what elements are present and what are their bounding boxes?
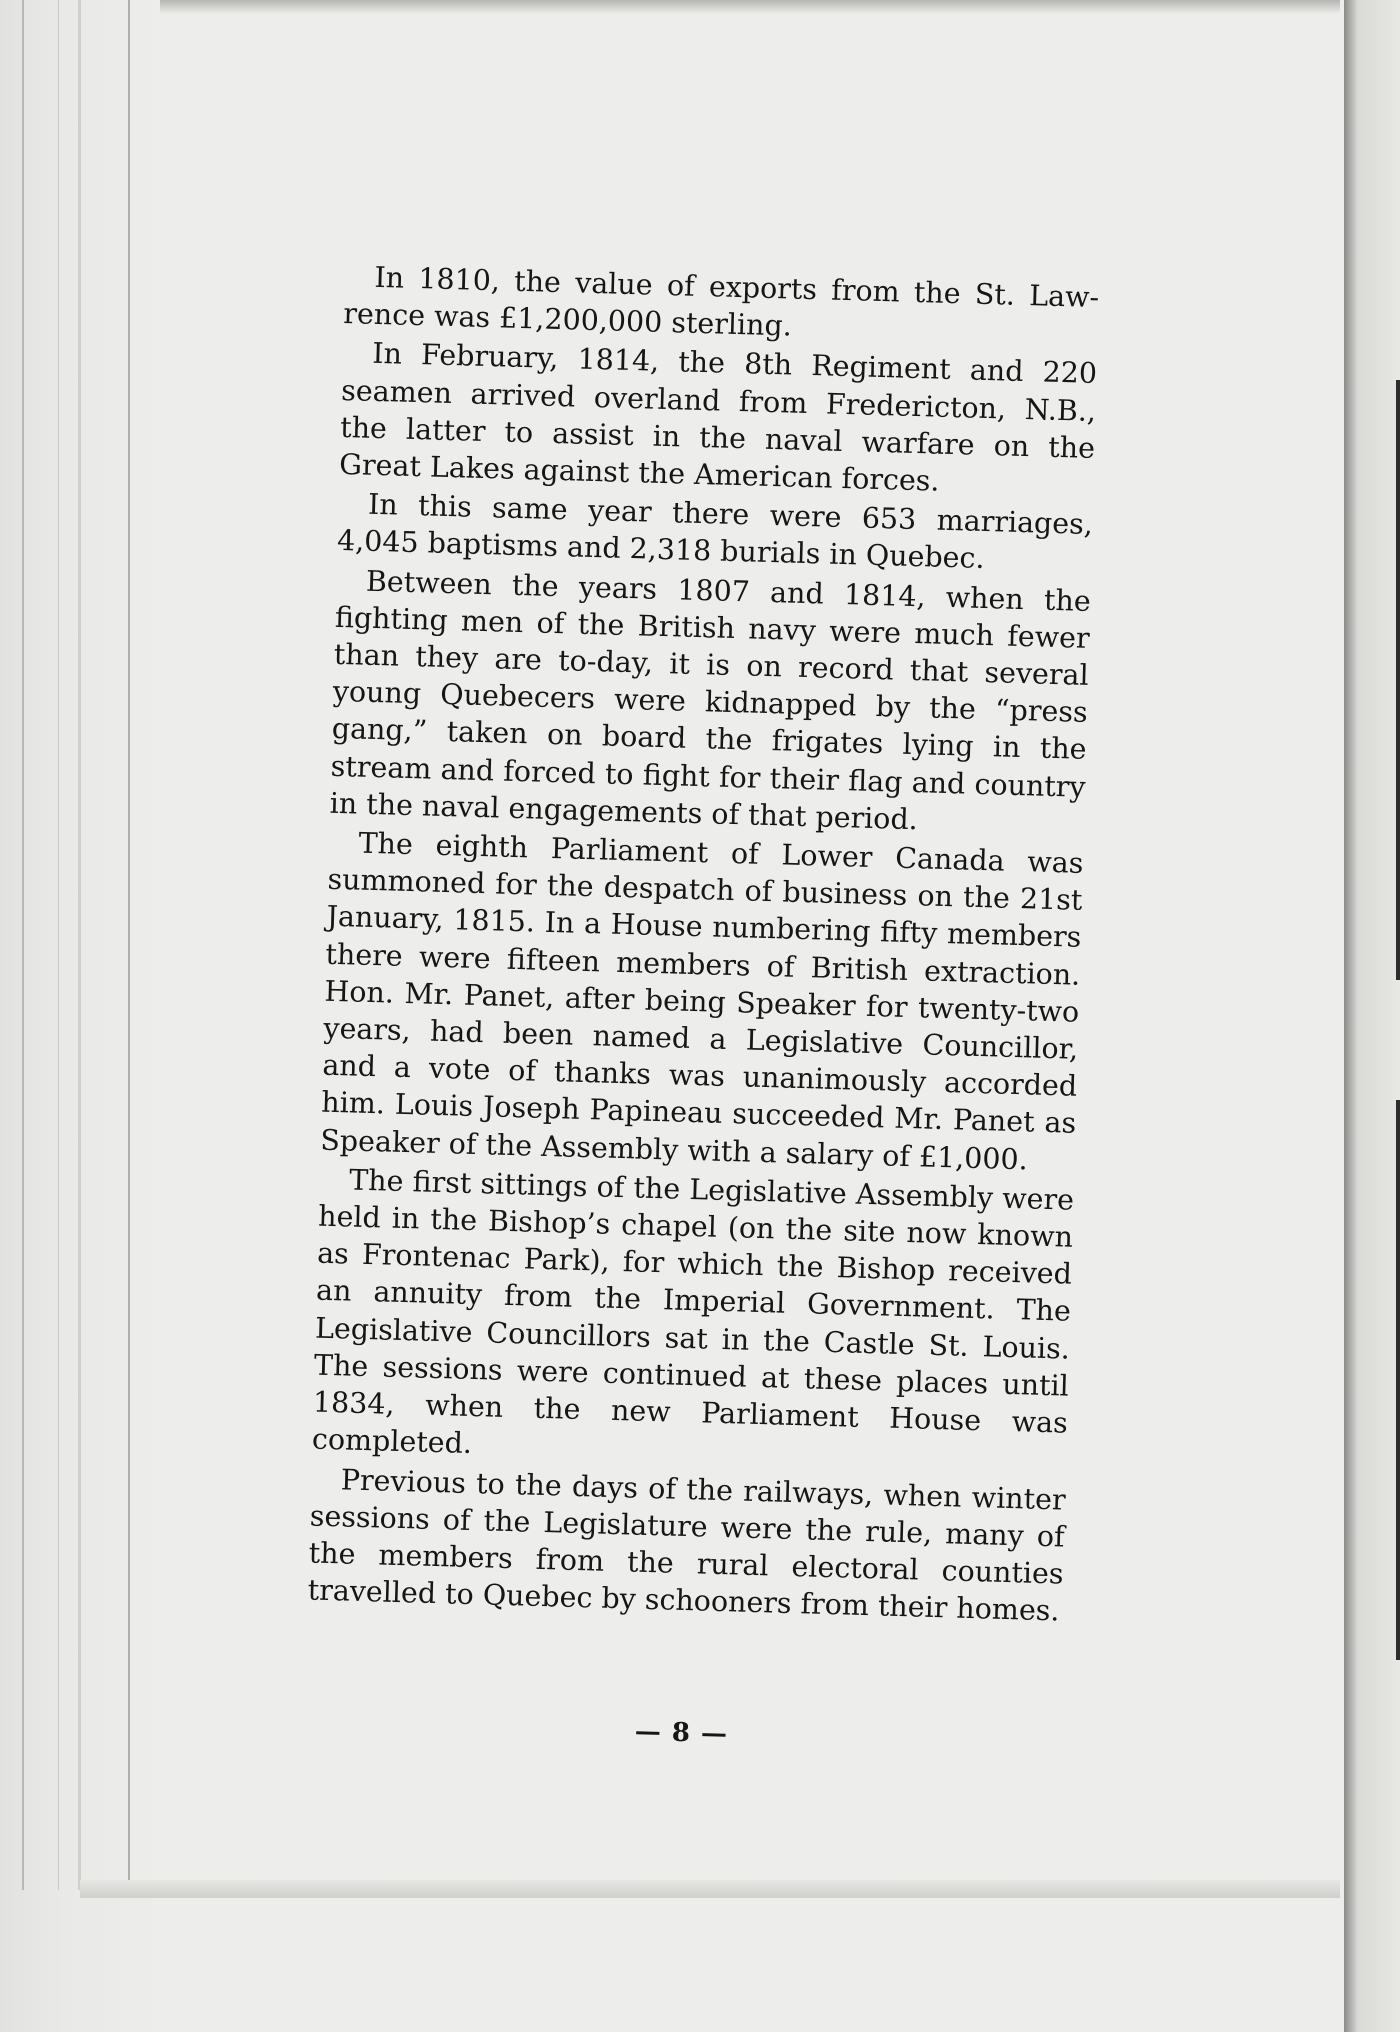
left-binding-margin bbox=[0, 0, 160, 2032]
paragraph-1: In 1810, the value of exports from the St. Lawrence was £1,200,000 sterling. bbox=[342, 260, 1100, 343]
paragraph-7: Previous to the days of the railways, when winter sessions of the Legislature were the rule, many of the members from the rural electoral counties travelled to Quebec by schooners from their homes. bbox=[307, 1462, 1067, 1628]
page-number: — 8 — bbox=[634, 1716, 729, 1750]
facing-plate-edge bbox=[1396, 1100, 1400, 1660]
paragraph-3: In this same year there were 653 marriages, 4,045 baptisms and 2,318 burials in Quebec. bbox=[336, 487, 1094, 576]
binding-line bbox=[78, 0, 81, 1890]
body-text bbox=[307, 258, 1100, 1750]
page-bottom-edge bbox=[80, 1880, 1340, 1898]
binding-line bbox=[58, 0, 59, 1890]
binding-line bbox=[22, 0, 24, 1890]
facing-page-edge bbox=[1344, 0, 1400, 2032]
paragraph-5: The eighth Parliament of Lower Canada was summoned for the despatch of business on the 21st January, 1815. In a House numbering fifty members there were fifteen members of British extraction. Hon. Mr. Panet, after being Speaker for twenty-two years, had been named a Legislative Councillor, and a vote of thanks was unanimously accorded him. Louis Joseph Papineau succeeded Mr. Panet as Speaker of the Assembly with a salary of £1,000. bbox=[319, 826, 1084, 1177]
facing-plate-edge bbox=[1396, 380, 1400, 980]
paragraph-4: Between the years 1807 and 1814, when the fighting men of the British navy were much fewer than they are to-day, it is on record that several young Quebecers were kidnapped by the “press gang,” taken on board the frigates lying in the stream and forced to fight for their flag and country in the naval engagements of that period. bbox=[329, 564, 1092, 837]
paragraph-2: In February, 1814, the 8th Regiment and 220 seamen arrived overland from Fredericton, N.B., the latter to assist in the naval warfare on the Great Lakes against the American forces. bbox=[338, 337, 1098, 498]
paragraph-6: The first sittings of the Legislative Assembly were held in the Bishop’s chapel (on the site now known as Frontenac Park), for which the Bishop received an annuity from the Imperial Government. The Legislative Councillors sat in the Castle St. Louis. The sessions were continued at these places until 1834, when the new Parliament House was completed. bbox=[311, 1163, 1075, 1461]
binding-line bbox=[128, 0, 130, 1890]
top-edge-shadow bbox=[160, 0, 1340, 14]
